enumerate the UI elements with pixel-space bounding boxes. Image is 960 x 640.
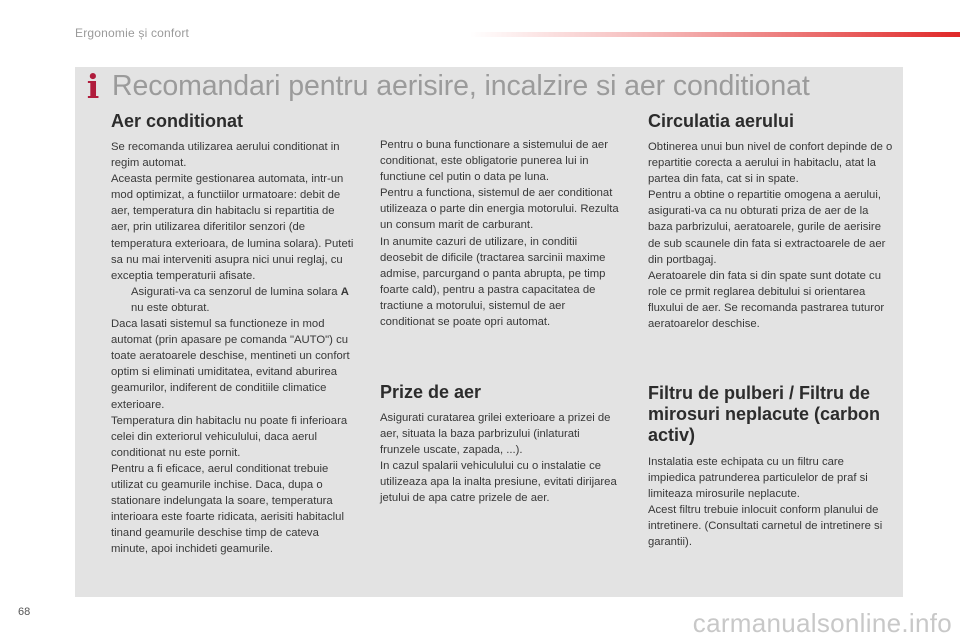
aer-conditionat-text bbox=[111, 139, 356, 557]
section-filtru bbox=[648, 383, 893, 551]
paragraph: Obtinerea unui bun nivel de confort depinde de o repartitie corecta a aerului in habitaclu, atat la partea din fata, cat si in spate. bbox=[648, 141, 893, 186]
column-aer-conditionat bbox=[111, 111, 356, 557]
heading-prize-de-aer: Prize de aer bbox=[380, 382, 482, 402]
section-title: Ergonomie și confort bbox=[75, 26, 190, 40]
paragraph: Pentru a fi eficace, aerul conditionat trebuie utilizat cu geamurile inchise. Daca, dupa o stationare indelungata la soare, temperatura interioara este foarte ridicata, aerisiti habitaclul tinand geamurile deschise timp de cateva minute, apoi inchideti geamurile. bbox=[111, 462, 344, 556]
paragraph: In cazul spalarii vehiculului cu o instalatie ce utilizeaza apa la inalta presiune, evitati dirijarea jetului de apa catre prizele de aer. bbox=[380, 460, 617, 505]
paragraph: Daca lasati sistemul sa functioneze in mod automat (prin apasare pe comanda "AUTO") cu toate aeratoarele deschise, mentineti un confort optim si eliminati umiditatea, evitand aburirea geamurilor, indiferent de conditiile climatice exterioare. bbox=[111, 318, 350, 411]
paragraph: Acest filtru trebuie inlocuit conform planului de intretinere. (Consultati carnetul de intretinere si garantii). bbox=[648, 504, 883, 549]
section-prize-de-aer bbox=[380, 382, 620, 507]
watermark: carmanualsonline.info bbox=[692, 608, 952, 638]
bullet-mark-icon bbox=[111, 284, 131, 316]
paragraph: Pentru a obtine o repartitie omogena a aerului, asigurati-va ca nu obturati priza de aer de la baza parbrizului, aeratoarele, gurile de aerisire de sub scaunele din fata si extractoarele de aer din portbagaj. bbox=[648, 189, 886, 266]
filtru-text bbox=[648, 454, 893, 551]
column-middle bbox=[380, 137, 620, 330]
aer-conditionat-continued-text bbox=[380, 137, 620, 330]
paragraph: In anumite cazuri de utilizare, in conditii deosebit de dificile (tractarea sarcinii maxime admise, parcurgand o panta abrupta, pe timp foarte cald), pentru a pastra capacitatea de tractiune a motorului, sistemul de aer conditionat se poate opri automat. bbox=[380, 235, 606, 329]
paragraph: Temperatura din habitaclu nu poate fi inferioara celei din exteriorul vehiculului, daca aerul conditionat nu este pornit. bbox=[111, 414, 348, 459]
paragraph: Aceasta permite gestionarea automata, intr-un mod optimizat, a functiilor urmatoare: debit de aer, temperatura din habitaclu si repartitia de aer, prin utilizarea diferitilor senzori (de temperatura exterioara, de lumina solara). Puteti sa nu mai interveniti asupra nici unui reglaj, cu exceptia temperaturii afisate. bbox=[111, 173, 354, 282]
paragraph: Instalatia este echipata cu un filtru care impiedica patrunderea particulelor de praf si limiteaza mirosurile neplacute. bbox=[648, 456, 868, 501]
circulatia-aerului-text bbox=[648, 139, 893, 332]
page-number: 68 bbox=[18, 606, 31, 618]
bullet-item bbox=[111, 284, 356, 316]
paragraph: Se recomanda utilizarea aerului conditionat in regim automat. bbox=[111, 141, 340, 170]
page-title: Recomandari pentru aerisire, incalzire si aer conditionat bbox=[112, 70, 810, 102]
prize-de-aer-text bbox=[380, 410, 620, 507]
heading-filtru: Filtru de pulberi / Filtru de mirosuri neplacute (carbon activ) bbox=[648, 383, 881, 445]
paragraph: Pentru a functiona, sistemul de aer conditionat utilizeaza o parte din energia motorului. Rezulta un consum marit de carburant. bbox=[380, 187, 619, 232]
bullet-text: Asigurati-va ca senzorul de lumina solara A nu este obturat. bbox=[131, 285, 349, 314]
info-icon: i bbox=[86, 67, 100, 106]
paragraph: Pentru o buna functionare a sistemului de aer conditionat, este obligatorie punerea lui in functiune cel putin o data pe luna. bbox=[380, 139, 608, 184]
header-accent-bar bbox=[470, 32, 960, 37]
paragraph: Asigurati curatarea grilei exterioare a prizei de aer, situata la baza parbrizului (inlaturati frunzele uscate, zapada, ...). bbox=[380, 412, 611, 457]
column-circulatia-aerului bbox=[648, 111, 893, 332]
heading-aer-conditionat: Aer conditionat bbox=[111, 111, 244, 131]
paragraph: Aeratoarele din fata si din spate sunt dotate cu role ce prmit reglarea debitului si orientarea fluxului de aer. Se recomanda pastrarea tuturor aeratoarelor deschise. bbox=[648, 269, 885, 331]
heading-circulatia-aerului: Circulatia aerului bbox=[648, 111, 795, 131]
